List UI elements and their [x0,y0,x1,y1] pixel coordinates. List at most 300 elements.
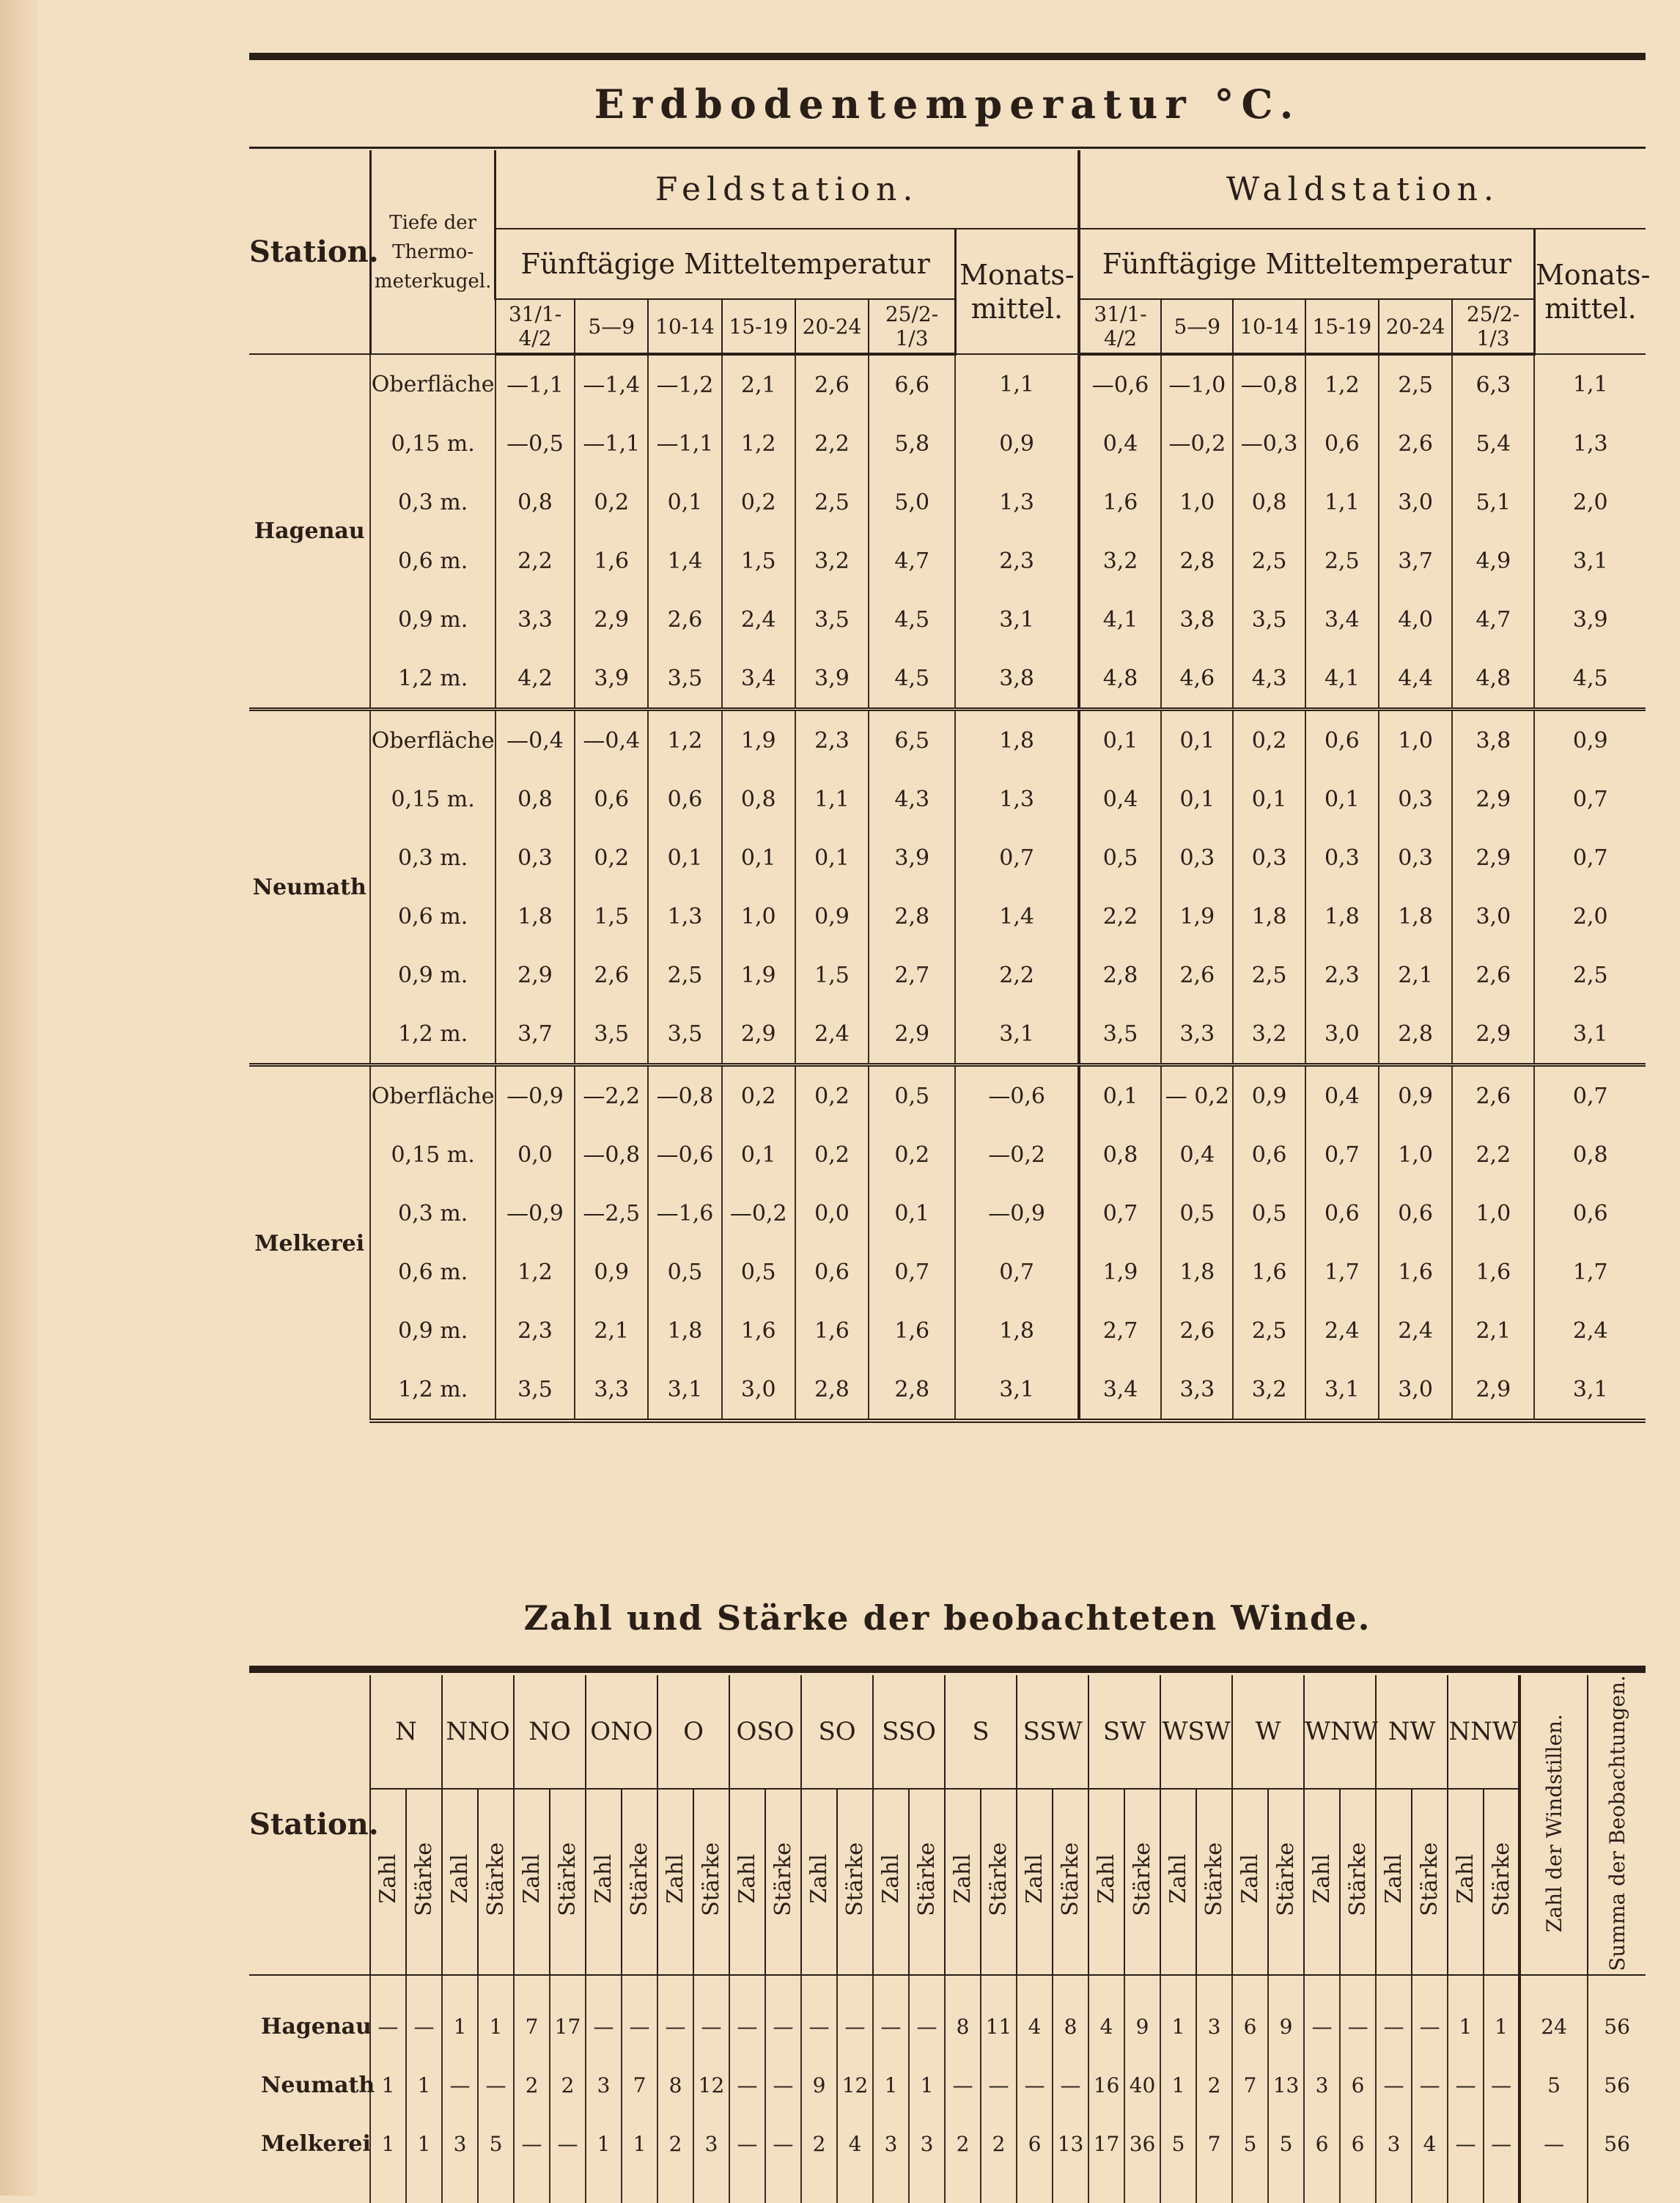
forest-value: —0,2 [1161,414,1233,473]
wind-sub-header-count [729,1789,765,1975]
forest-value: 2,6 [1161,946,1233,1004]
wind-value: 1 [370,2056,406,2115]
field-value: 0,8 [495,770,575,828]
wind-value: 7 [622,2056,657,2115]
soil-row [249,1004,1646,1065]
wind-sub-header-strength [837,1789,873,1975]
forest-monthly-mean: 1,3 [1534,414,1646,473]
forest-value: 3,5 [1079,1004,1161,1065]
forest-value: 3,4 [1305,590,1379,649]
wind-value: 13 [1053,2115,1088,2203]
wind-sub-header-label: Zahl [1165,1854,1192,1904]
soil-row [249,828,1646,887]
wind-value: 2 [981,2115,1017,2203]
field-value: —1,4 [575,354,648,414]
field-monthly-mean: 2,3 [955,532,1078,590]
wind-sub-header-label: Zahl [591,1854,616,1904]
forest-value: 0,6 [1305,414,1379,473]
wind-value: — [945,2056,981,2115]
wind-sub-header-label: Stärke [411,1842,437,1916]
wind-value: 6 [1232,1975,1268,2056]
wind-calms: — [1519,2115,1588,2203]
field-value: 2,6 [795,354,869,414]
depth-label: 0,6 m. [370,532,495,590]
field-value: 6,5 [869,710,955,771]
wind-value: 17 [550,1975,586,2056]
wind-value: — [1484,2056,1519,2115]
wind-sub-header-count [1088,1789,1124,1975]
forest-period-header: 31/1-4/2 [1079,299,1161,354]
field-five-day-mean-header: Fünftägige Mitteltemperatur [495,229,956,299]
wind-value: 1 [478,1975,514,2056]
wind-sub-header-label: Zahl [1381,1854,1407,1904]
field-value: 2,8 [795,1360,869,1421]
station-name: Hagenau [254,518,365,544]
forest-value: 1,6 [1379,1243,1452,1301]
field-monthly-mean: 1,8 [955,1301,1078,1360]
forest-value: 3,3 [1161,1360,1233,1421]
field-value: 1,9 [722,946,795,1004]
forest-value: 3,0 [1305,1004,1379,1065]
forest-value: 3,4 [1079,1360,1161,1421]
wind-direction-header: W [1232,1675,1304,1789]
field-value: 4,2 [495,649,575,710]
field-monthly-mean: 1,3 [955,770,1078,828]
field-monthly-mean: 0,9 [955,414,1078,473]
wind-sub-header-label: Stärke [483,1842,509,1916]
field-value: 2,8 [869,887,955,946]
field-value: 0,1 [648,828,721,887]
wind-value: 3 [693,2115,729,2203]
field-value: 0,2 [722,473,795,532]
soil-row [249,770,1646,828]
wind-value: 6 [1017,2115,1053,2203]
wind-direction-header: NW [1376,1675,1448,1789]
field-value: 0,6 [795,1243,869,1301]
wind-station-name: Neumath [261,2073,375,2099]
wind-value: — [514,2115,550,2203]
field-value: 0,3 [495,828,575,887]
field-value: 3,9 [869,828,955,887]
forest-value: 2,1 [1379,946,1452,1004]
field-period-header: 20-24 [795,299,869,354]
wind-station-name: Hagenau [261,2014,372,2040]
field-value: 2,3 [495,1301,575,1360]
field-value: 1,6 [869,1301,955,1360]
wind-value: — [765,1975,801,2056]
field-value: 0,2 [575,828,648,887]
soil-temperature-table [249,150,1651,1423]
field-value: 3,0 [722,1360,795,1421]
field-monthly-mean: 3,1 [955,590,1078,649]
wind-sub-header-label: Stärke [1058,1842,1084,1916]
page-edge [0,0,38,2196]
forest-value: 1,6 [1233,1243,1305,1301]
forest-monthly-mean: 2,4 [1534,1301,1646,1360]
field-value: 0,2 [869,1125,955,1184]
wind-sub-header-count [586,1789,622,1975]
field-value: 2,5 [795,473,869,532]
depth-label: 0,6 m. [370,887,495,946]
wind-value: — [1053,2056,1088,2115]
wind-sub-header-label: Stärke [1488,1842,1514,1916]
forest-five-day-mean-header: Fünftägige Mitteltemperatur [1079,229,1535,299]
field-value: 0,9 [575,1243,648,1301]
forest-period-header: 10-14 [1233,299,1305,354]
field-value: 1,6 [575,532,648,590]
forest-value: 2,6 [1379,414,1452,473]
wind-value: 4 [1412,2115,1448,2203]
wind-sub-header-label: Zahl [806,1854,833,1904]
field-value: 4,5 [869,649,955,710]
field-value: 0,8 [722,770,795,828]
wind-direction-header: WNW [1304,1675,1376,1789]
field-value: 2,5 [648,946,721,1004]
field-monthly-mean: 1,1 [955,354,1078,414]
depth-label: 0,15 m. [370,414,495,473]
field-value: 1,2 [722,414,795,473]
wind-direction-header: SSW [1017,1675,1088,1789]
wind-calms: 5 [1519,2056,1588,2115]
wind-value: 5 [1160,2115,1196,2203]
field-value: 2,1 [575,1301,648,1360]
wind-row [249,1975,1646,2056]
field-period-header: 25/2-1/3 [869,299,955,354]
wind-header-calms-label: Zahl der Windstillen. [1541,1713,1566,1932]
wind-value: — [729,2115,765,2203]
soil-row [249,1184,1646,1243]
wind-row [249,2115,1646,2203]
wind-header-total [1588,1675,1646,1975]
field-value: 2,2 [795,414,869,473]
forest-value: 2,5 [1305,532,1379,590]
wind-value: 1 [370,2115,406,2203]
forest-value: 2,1 [1452,1301,1534,1360]
wind-sub-header-strength [406,1789,442,1975]
field-value: 1,3 [648,887,721,946]
field-value: 0,9 [795,887,869,946]
soil-row [249,414,1646,473]
wind-sub-header-count [657,1789,693,1975]
wind-value: — [1376,2056,1412,2115]
wind-direction-header: S [945,1675,1017,1789]
forest-value: 4,6 [1161,649,1233,710]
field-monthly-mean: 2,2 [955,946,1078,1004]
forest-value: —0,8 [1233,354,1305,414]
wind-sub-header-strength [1412,1789,1448,1975]
wind-header-calms [1519,1675,1588,1975]
wind-value: 4 [1088,1975,1124,2056]
wind-sub-header-label: Stärke [842,1842,869,1916]
wind-sub-header-count [1376,1789,1412,1975]
field-value: 3,3 [575,1360,648,1421]
wind-value: — [550,2115,586,2203]
wind-sub-header-label: Stärke [627,1842,652,1916]
forest-value: 2,8 [1079,946,1161,1004]
depth-label: Oberfläche [370,1065,495,1126]
field-value: 1,2 [495,1243,575,1301]
wind-value: — [981,2056,1017,2115]
field-value: 2,4 [722,590,795,649]
field-value: 3,5 [648,1004,721,1065]
wind-value: 40 [1124,2056,1160,2115]
field-value: 1,5 [575,887,648,946]
wind-value: 12 [837,2056,873,2115]
wind-value: 6 [1304,2115,1340,2203]
wind-value: — [1340,1975,1376,2056]
forest-value: 1,8 [1305,887,1379,946]
wind-value: 13 [1268,2056,1304,2115]
forest-value: 2,6 [1452,946,1534,1004]
field-value: 0,5 [869,1065,955,1126]
forest-value: 0,1 [1305,770,1379,828]
soil-row [249,1301,1646,1360]
wind-sub-header-count [873,1789,909,1975]
wind-sub-header-strength [1053,1789,1088,1975]
field-value: 2,8 [869,1360,955,1421]
forest-period-header: 20-24 [1379,299,1452,354]
wind-sub-header-strength [765,1789,801,1975]
forest-value: 3,7 [1379,532,1452,590]
forest-value: 4,1 [1079,590,1161,649]
forest-value: —1,0 [1161,354,1233,414]
field-value: —0,8 [648,1065,721,1126]
wind-value: 3 [1376,2115,1412,2203]
soil-row [249,710,1646,771]
field-value: 3,9 [795,649,869,710]
field-value: 2,6 [648,590,721,649]
field-value: —1,1 [495,354,575,414]
field-value: 1,5 [722,532,795,590]
forest-value: 0,3 [1379,770,1452,828]
wind-table-body [249,1975,1646,2203]
wind-value: 36 [1124,2115,1160,2203]
field-period-header: 31/1-4/2 [495,299,575,354]
wind-value: 9 [1268,1975,1304,2056]
forest-value: 0,4 [1305,1065,1379,1126]
forest-value: 0,7 [1305,1125,1379,1184]
wind-value: 12 [693,2056,729,2115]
field-period-header: 5—9 [575,299,648,354]
field-monthly-mean: —0,2 [955,1125,1078,1184]
forest-value: 2,7 [1079,1301,1161,1360]
wind-value: — [442,2056,478,2115]
wind-sub-header-label: Stärke [1345,1842,1371,1916]
forest-value: 2,5 [1233,946,1305,1004]
wind-value: — [909,1975,945,2056]
wind-sub-header-label: Stärke [986,1842,1012,1916]
wind-sub-header-label: Stärke [1130,1842,1156,1916]
forest-value: 1,8 [1161,1243,1233,1301]
field-value: 3,5 [495,1360,575,1421]
depth-label: 0,3 m. [370,473,495,532]
forest-value: 1,9 [1079,1243,1161,1301]
wind-value: — [729,2056,765,2115]
field-value: —1,6 [648,1184,721,1243]
forest-value: 0,2 [1233,710,1305,771]
forest-value: 0,6 [1233,1125,1305,1184]
soil-title-rule [249,147,1646,149]
wind-value: — [1304,1975,1340,2056]
wind-value: 1 [406,2056,442,2115]
wind-value: — [622,1975,657,2056]
wind-value: — [801,1975,837,2056]
field-value: 1,2 [648,710,721,771]
wind-sub-header-count [514,1789,550,1975]
forest-value: 0,4 [1079,770,1161,828]
field-value: —1,1 [575,414,648,473]
forest-value: —0,3 [1233,414,1305,473]
forest-value: 3,0 [1452,887,1534,946]
soil-table-body [249,354,1646,1421]
field-value: 0,2 [722,1065,795,1126]
depth-label: 1,2 m. [370,649,495,710]
wind-sub-header-strength [981,1789,1017,1975]
forest-value: 1,0 [1379,710,1452,771]
wind-sub-header-label: Stärke [1201,1842,1228,1916]
field-value: 1,1 [795,770,869,828]
field-value: 2,9 [575,590,648,649]
wind-sub-header-label: Zahl [375,1854,401,1904]
field-value: 2,6 [575,946,648,1004]
field-monthly-mean: —0,6 [955,1065,1078,1126]
forest-value: 1,6 [1079,473,1161,532]
field-monthly-mean: 3,1 [955,1004,1078,1065]
field-value: 0,7 [869,1243,955,1301]
wind-direction-header: WSW [1160,1675,1232,1789]
field-monthly-mean-header: Monats- mittel. [955,229,1078,354]
wind-value: — [1448,2056,1484,2115]
forest-value: — 0,2 [1161,1065,1233,1126]
forest-value: 1,9 [1161,887,1233,946]
forest-monthly-mean: 0,6 [1534,1184,1646,1243]
forest-monthly-mean: 1,7 [1534,1243,1646,1301]
wind-value: — [586,1975,622,2056]
station-name: Melkerei [249,1065,370,1422]
wind-direction-header: OSO [729,1675,801,1789]
wind-sub-header-count [801,1789,837,1975]
forest-value: 5,4 [1452,414,1534,473]
wind-sub-header-label: Zahl [1022,1854,1048,1904]
wind-sub-header-count [1160,1789,1196,1975]
forest-value: 3,2 [1233,1004,1305,1065]
forest-value: 5,1 [1452,473,1534,532]
depth-label: 0,9 m. [370,946,495,1004]
wind-value: 2 [801,2115,837,2203]
forest-value: 2,2 [1452,1125,1534,1184]
wind-value: 9 [801,2056,837,2115]
forest-monthly-mean: 3,1 [1534,1004,1646,1065]
field-value: 3,4 [722,649,795,710]
wind-sub-header-label: Stärke [1417,1842,1443,1916]
forest-monthly-mean: 3,1 [1534,1360,1646,1421]
wind-sub-header-strength [1268,1789,1304,1975]
forest-value: 0,9 [1379,1065,1452,1126]
wind-total: 56 [1588,2115,1646,2203]
wind-value: 1 [1484,1975,1519,2056]
wind-value: 3 [873,2115,909,2203]
depth-label: 0,9 m. [370,1301,495,1360]
wind-value: 8 [945,1975,981,2056]
wind-sub-header-strength [1196,1789,1232,1975]
forest-value: 1,0 [1161,473,1233,532]
field-value: 0,5 [722,1243,795,1301]
forest-value: 0,3 [1233,828,1305,887]
field-value: 2,7 [869,946,955,1004]
wind-direction-header: SO [801,1675,873,1789]
field-period-header: 10-14 [648,299,721,354]
wind-value: 5 [1268,2115,1304,2203]
field-value: —1,1 [648,414,721,473]
soil-header-forest-station: Waldstation. [1079,150,1646,229]
wind-sub-header-count [945,1789,981,1975]
wind-value: — [370,1975,406,2056]
soil-row [249,1243,1646,1301]
wind-top-rule [249,1666,1646,1673]
wind-direction-header: SW [1088,1675,1160,1789]
wind-value: 1 [909,2056,945,2115]
wind-sub-header-label: Zahl [1453,1854,1479,1904]
field-value: 3,5 [648,649,721,710]
wind-sub-header-label: Stärke [699,1842,724,1916]
field-monthly-mean: 3,8 [955,649,1078,710]
wind-sub-header-label: Zahl [1094,1854,1120,1904]
field-value: 5,8 [869,414,955,473]
field-value: 0,1 [722,1125,795,1184]
wind-value: — [693,1975,729,2056]
soil-header-field-station: Feldstation. [495,150,1079,229]
forest-monthly-mean-header: Monats- mittel. [1534,229,1646,354]
forest-monthly-mean: 1,1 [1534,354,1646,414]
field-value: 0,6 [575,770,648,828]
forest-value: 0,1 [1161,710,1233,771]
field-value: 2,9 [722,1004,795,1065]
station-name: Neumath [249,710,370,1065]
field-value: 0,1 [722,828,795,887]
field-value: —0,5 [495,414,575,473]
wind-sub-header-label: Zahl [447,1854,473,1904]
forest-monthly-mean: 0,7 [1534,1065,1646,1126]
forest-value: 2,6 [1161,1301,1233,1360]
depth-label: Oberfläche [370,710,495,771]
wind-direction-header: NNO [442,1675,514,1789]
forest-value: 0,1 [1079,1065,1161,1126]
wind-sub-header-label: Stärke [555,1842,581,1916]
field-monthly-mean: 1,8 [955,710,1078,771]
wind-value: 6 [1340,2115,1376,2203]
wind-direction-header: ONO [586,1675,657,1789]
wind-sub-header-label: Zahl [663,1854,688,1904]
field-value: 4,5 [869,590,955,649]
field-value: —0,9 [495,1065,575,1126]
field-value: —0,4 [575,710,648,771]
wind-value: 7 [1196,2115,1232,2203]
forest-monthly-mean: 0,9 [1534,710,1646,771]
forest-monthly-mean: 0,7 [1534,770,1646,828]
field-value: 1,6 [795,1301,869,1360]
wind-value: 3 [1304,2056,1340,2115]
field-value: 3,2 [795,532,869,590]
wind-header-station: Station. [249,1675,370,1975]
forest-value: 1,8 [1379,887,1452,946]
forest-value: 0,3 [1161,828,1233,887]
forest-value: 2,4 [1305,1301,1379,1360]
field-value: 1,8 [495,887,575,946]
field-value: —0,4 [495,710,575,771]
field-value: 2,3 [795,710,869,771]
field-value: 1,8 [648,1301,721,1360]
field-value: 2,9 [869,1004,955,1065]
